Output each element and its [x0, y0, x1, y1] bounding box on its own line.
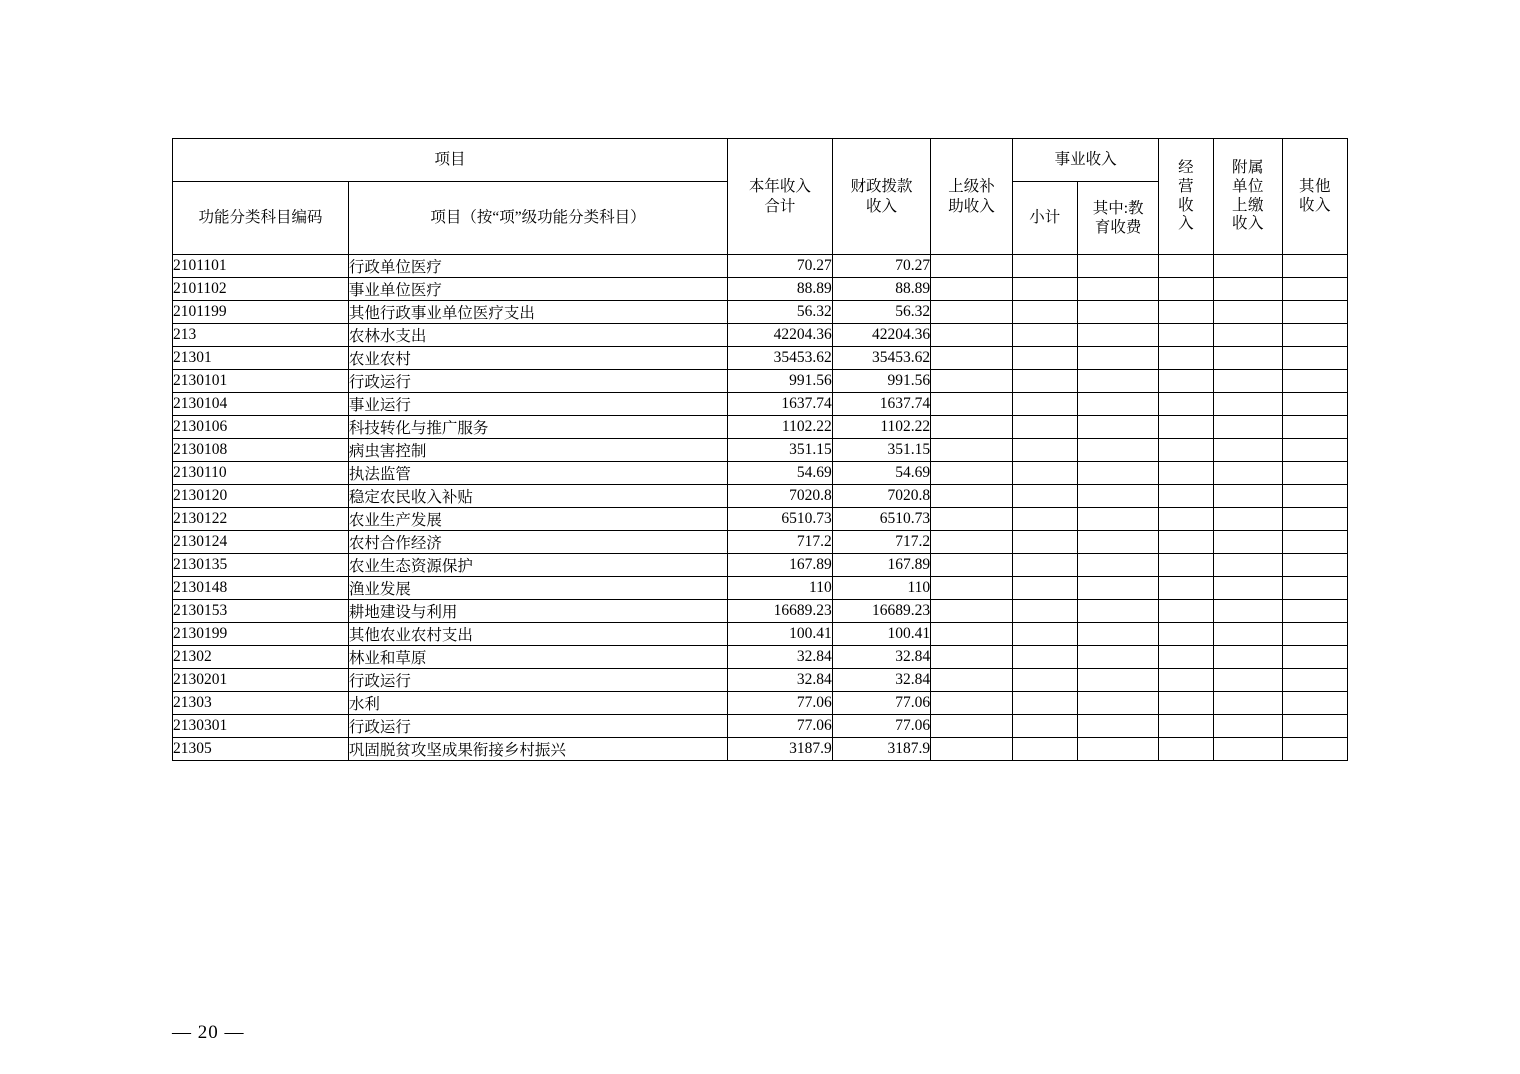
table-row — [173, 623, 1348, 646]
cell-superior-subsidy — [931, 347, 1013, 370]
cell-business-subtotal — [1012, 715, 1077, 738]
cell-education-fee — [1077, 416, 1159, 439]
cell-business-subtotal — [1012, 600, 1077, 623]
header-fiscal-line1: 财政拨款 — [850, 178, 913, 196]
header-education-line1: 其中:教 — [1092, 199, 1144, 217]
cell-total-income: 56.32 — [728, 301, 833, 324]
cell-operating-income — [1159, 531, 1213, 554]
cell-other-income — [1283, 600, 1348, 623]
cell-other-income — [1283, 416, 1348, 439]
header-fiscal-appropriation — [832, 139, 930, 255]
cell-business-subtotal — [1012, 577, 1077, 600]
cell-fiscal-appropriation: 100.41 — [832, 623, 930, 646]
cell-function-code: 2101101 — [173, 255, 349, 278]
cell-operating-income — [1159, 462, 1213, 485]
cell-function-code: 2130110 — [173, 462, 349, 485]
cell-total-income: 77.06 — [728, 715, 833, 738]
cell-function-code: 2130106 — [173, 416, 349, 439]
cell-total-income: 1102.22 — [728, 416, 833, 439]
header-operating-char-4: 入 — [1178, 215, 1195, 233]
header-operating-char-2: 营 — [1178, 177, 1195, 195]
cell-function-code: 2130301 — [173, 715, 349, 738]
cell-fiscal-appropriation: 77.06 — [832, 692, 930, 715]
table-row — [173, 577, 1348, 600]
cell-other-income — [1283, 508, 1348, 531]
cell-total-income: 32.84 — [728, 669, 833, 692]
cell-fiscal-appropriation: 16689.23 — [832, 600, 930, 623]
cell-item-name: 行政运行 — [348, 715, 727, 738]
cell-business-subtotal — [1012, 255, 1077, 278]
header-operating-char-3: 收 — [1178, 196, 1195, 214]
table-row — [173, 715, 1348, 738]
cell-item-name: 渔业发展 — [348, 577, 727, 600]
header-function-code: 功能分类科目编码 — [173, 182, 349, 255]
cell-operating-income — [1159, 669, 1213, 692]
cell-item-name: 其他农业农村支出 — [348, 623, 727, 646]
header-total-income-line1: 本年收入 — [748, 178, 811, 196]
cell-fiscal-appropriation: 1102.22 — [832, 416, 930, 439]
cell-business-subtotal — [1012, 416, 1077, 439]
cell-superior-subsidy — [931, 278, 1013, 301]
cell-operating-income — [1159, 508, 1213, 531]
cell-item-name: 行政单位医疗 — [348, 255, 727, 278]
cell-education-fee — [1077, 738, 1159, 761]
cell-item-name: 稳定农民收入补贴 — [348, 485, 727, 508]
cell-fiscal-appropriation: 1637.74 — [832, 393, 930, 416]
cell-function-code: 2101199 — [173, 301, 349, 324]
cell-affiliated-payment — [1213, 370, 1282, 393]
cell-education-fee — [1077, 301, 1159, 324]
cell-other-income — [1283, 439, 1348, 462]
cell-affiliated-payment — [1213, 623, 1282, 646]
cell-business-subtotal — [1012, 623, 1077, 646]
cell-fiscal-appropriation: 167.89 — [832, 554, 930, 577]
table-row — [173, 255, 1348, 278]
cell-operating-income — [1159, 347, 1213, 370]
cell-item-name: 事业单位医疗 — [348, 278, 727, 301]
header-item-name: 项目（按“项”级功能分类科目） — [348, 182, 727, 255]
cell-education-fee — [1077, 692, 1159, 715]
cell-function-code: 2130104 — [173, 393, 349, 416]
cell-business-subtotal — [1012, 324, 1077, 347]
cell-superior-subsidy — [931, 508, 1013, 531]
cell-item-name: 农村合作经济 — [348, 531, 727, 554]
cell-education-fee — [1077, 531, 1159, 554]
cell-item-name: 耕地建设与利用 — [348, 600, 727, 623]
cell-education-fee — [1077, 462, 1159, 485]
cell-business-subtotal — [1012, 462, 1077, 485]
cell-operating-income — [1159, 278, 1213, 301]
cell-education-fee — [1077, 347, 1159, 370]
cell-business-subtotal — [1012, 531, 1077, 554]
cell-operating-income — [1159, 255, 1213, 278]
cell-total-income: 70.27 — [728, 255, 833, 278]
cell-superior-subsidy — [931, 416, 1013, 439]
cell-function-code: 213 — [173, 324, 349, 347]
header-affiliated-line1: 附属 — [1231, 159, 1264, 177]
header-affiliated-line4: 收入 — [1231, 215, 1264, 233]
cell-superior-subsidy — [931, 531, 1013, 554]
cell-total-income: 35453.62 — [728, 347, 833, 370]
table-row — [173, 646, 1348, 669]
header-operating-income — [1159, 139, 1213, 255]
cell-business-subtotal — [1012, 301, 1077, 324]
cell-education-fee — [1077, 485, 1159, 508]
cell-education-fee — [1077, 669, 1159, 692]
cell-other-income — [1283, 669, 1348, 692]
budget-table — [172, 138, 1348, 761]
cell-education-fee — [1077, 278, 1159, 301]
cell-fiscal-appropriation: 54.69 — [832, 462, 930, 485]
cell-affiliated-payment — [1213, 301, 1282, 324]
cell-function-code: 2130153 — [173, 600, 349, 623]
cell-affiliated-payment — [1213, 439, 1282, 462]
cell-other-income — [1283, 715, 1348, 738]
table-row — [173, 738, 1348, 761]
cell-education-fee — [1077, 370, 1159, 393]
cell-superior-subsidy — [931, 255, 1013, 278]
cell-total-income: 110 — [728, 577, 833, 600]
cell-affiliated-payment — [1213, 600, 1282, 623]
cell-superior-subsidy — [931, 669, 1013, 692]
cell-total-income: 42204.36 — [728, 324, 833, 347]
header-education-line2: 育收费 — [1094, 219, 1142, 236]
cell-affiliated-payment — [1213, 324, 1282, 347]
cell-superior-subsidy — [931, 715, 1013, 738]
cell-item-name: 水利 — [348, 692, 727, 715]
cell-total-income: 16689.23 — [728, 600, 833, 623]
cell-superior-subsidy — [931, 554, 1013, 577]
cell-superior-subsidy — [931, 692, 1013, 715]
cell-affiliated-payment — [1213, 669, 1282, 692]
cell-total-income: 32.84 — [728, 646, 833, 669]
cell-business-subtotal — [1012, 278, 1077, 301]
cell-item-name: 行政运行 — [348, 370, 727, 393]
cell-other-income — [1283, 301, 1348, 324]
cell-fiscal-appropriation: 35453.62 — [832, 347, 930, 370]
table-row — [173, 600, 1348, 623]
cell-total-income: 3187.9 — [728, 738, 833, 761]
cell-function-code: 21303 — [173, 692, 349, 715]
header-other-line1: 其他 — [1299, 177, 1332, 195]
header-superior-line1: 上级补 — [948, 178, 995, 196]
table-header — [173, 139, 1348, 255]
cell-function-code: 2130101 — [173, 370, 349, 393]
cell-item-name: 农业农村 — [348, 347, 727, 370]
cell-education-fee — [1077, 554, 1159, 577]
cell-operating-income — [1159, 646, 1213, 669]
cell-business-subtotal — [1012, 485, 1077, 508]
cell-other-income — [1283, 393, 1348, 416]
cell-item-name: 农业生产发展 — [348, 508, 727, 531]
table-row — [173, 393, 1348, 416]
header-fiscal-line2: 收入 — [865, 197, 897, 215]
cell-operating-income — [1159, 324, 1213, 347]
cell-education-fee — [1077, 600, 1159, 623]
cell-function-code: 2130122 — [173, 508, 349, 531]
header-superior-line2: 助收入 — [948, 197, 995, 215]
cell-fiscal-appropriation: 110 — [832, 577, 930, 600]
cell-total-income: 6510.73 — [728, 508, 833, 531]
header-subtotal: 小计 — [1012, 182, 1077, 255]
cell-fiscal-appropriation: 991.56 — [832, 370, 930, 393]
cell-function-code: 2101102 — [173, 278, 349, 301]
cell-operating-income — [1159, 393, 1213, 416]
cell-fiscal-appropriation: 32.84 — [832, 669, 930, 692]
cell-education-fee — [1077, 577, 1159, 600]
cell-business-subtotal — [1012, 439, 1077, 462]
cell-function-code: 2130201 — [173, 669, 349, 692]
cell-affiliated-payment — [1213, 347, 1282, 370]
header-total-income-line2: 合计 — [764, 197, 796, 215]
cell-business-subtotal — [1012, 347, 1077, 370]
table-row — [173, 669, 1348, 692]
header-row-top — [173, 139, 1348, 182]
cell-business-subtotal — [1012, 669, 1077, 692]
cell-business-subtotal — [1012, 646, 1077, 669]
cell-other-income — [1283, 738, 1348, 761]
cell-function-code: 21305 — [173, 738, 349, 761]
cell-function-code: 21302 — [173, 646, 349, 669]
cell-business-subtotal — [1012, 370, 1077, 393]
cell-operating-income — [1159, 554, 1213, 577]
cell-affiliated-payment — [1213, 554, 1282, 577]
cell-function-code: 21301 — [173, 347, 349, 370]
cell-total-income: 88.89 — [728, 278, 833, 301]
cell-function-code: 2130148 — [173, 577, 349, 600]
cell-other-income — [1283, 485, 1348, 508]
cell-total-income: 54.69 — [728, 462, 833, 485]
table-row — [173, 508, 1348, 531]
cell-function-code: 2130120 — [173, 485, 349, 508]
cell-operating-income — [1159, 301, 1213, 324]
cell-other-income — [1283, 623, 1348, 646]
cell-fiscal-appropriation: 6510.73 — [832, 508, 930, 531]
cell-operating-income — [1159, 692, 1213, 715]
cell-operating-income — [1159, 439, 1213, 462]
cell-function-code: 2130124 — [173, 531, 349, 554]
cell-business-subtotal — [1012, 738, 1077, 761]
cell-affiliated-payment — [1213, 485, 1282, 508]
cell-function-code: 2130199 — [173, 623, 349, 646]
cell-other-income — [1283, 255, 1348, 278]
table-row — [173, 324, 1348, 347]
cell-operating-income — [1159, 370, 1213, 393]
cell-item-name: 农业生态资源保护 — [348, 554, 727, 577]
cell-item-name: 行政运行 — [348, 669, 727, 692]
cell-other-income — [1283, 370, 1348, 393]
cell-superior-subsidy — [931, 577, 1013, 600]
header-affiliated-line3: 上缴 — [1231, 196, 1264, 214]
table-row — [173, 347, 1348, 370]
header-project-group: 项目 — [173, 139, 728, 182]
cell-fiscal-appropriation: 88.89 — [832, 278, 930, 301]
cell-superior-subsidy — [931, 485, 1013, 508]
cell-item-name: 科技转化与推广服务 — [348, 416, 727, 439]
cell-item-name: 林业和草原 — [348, 646, 727, 669]
cell-operating-income — [1159, 416, 1213, 439]
header-total-income — [728, 139, 833, 255]
cell-item-name: 执法监管 — [348, 462, 727, 485]
cell-superior-subsidy — [931, 439, 1013, 462]
cell-affiliated-payment — [1213, 393, 1282, 416]
cell-superior-subsidy — [931, 301, 1013, 324]
cell-education-fee — [1077, 715, 1159, 738]
cell-item-name: 事业运行 — [348, 393, 727, 416]
cell-business-subtotal — [1012, 692, 1077, 715]
cell-other-income — [1283, 692, 1348, 715]
cell-fiscal-appropriation: 351.15 — [832, 439, 930, 462]
cell-fiscal-appropriation: 42204.36 — [832, 324, 930, 347]
cell-superior-subsidy — [931, 370, 1013, 393]
cell-function-code: 2130108 — [173, 439, 349, 462]
cell-affiliated-payment — [1213, 738, 1282, 761]
cell-total-income: 167.89 — [728, 554, 833, 577]
header-operating-char-1: 经 — [1178, 159, 1195, 177]
budget-table-container — [172, 138, 1348, 761]
cell-other-income — [1283, 324, 1348, 347]
cell-business-subtotal — [1012, 508, 1077, 531]
cell-other-income — [1283, 462, 1348, 485]
cell-superior-subsidy — [931, 393, 1013, 416]
table-row — [173, 416, 1348, 439]
cell-fiscal-appropriation: 70.27 — [832, 255, 930, 278]
cell-affiliated-payment — [1213, 531, 1282, 554]
cell-affiliated-payment — [1213, 692, 1282, 715]
cell-total-income: 100.41 — [728, 623, 833, 646]
page-number: — 20 — — [172, 1022, 245, 1043]
table-row — [173, 301, 1348, 324]
cell-education-fee — [1077, 508, 1159, 531]
cell-fiscal-appropriation: 32.84 — [832, 646, 930, 669]
table-row — [173, 278, 1348, 301]
table-row — [173, 462, 1348, 485]
header-affiliated-unit-payment — [1213, 139, 1282, 255]
cell-other-income — [1283, 554, 1348, 577]
cell-affiliated-payment — [1213, 646, 1282, 669]
cell-education-fee — [1077, 646, 1159, 669]
header-other-income — [1283, 139, 1348, 255]
cell-fiscal-appropriation: 56.32 — [832, 301, 930, 324]
cell-education-fee — [1077, 623, 1159, 646]
cell-total-income: 7020.8 — [728, 485, 833, 508]
cell-fiscal-appropriation: 7020.8 — [832, 485, 930, 508]
cell-education-fee — [1077, 324, 1159, 347]
cell-other-income — [1283, 347, 1348, 370]
cell-operating-income — [1159, 715, 1213, 738]
cell-superior-subsidy — [931, 324, 1013, 347]
cell-business-subtotal — [1012, 554, 1077, 577]
cell-total-income: 717.2 — [728, 531, 833, 554]
table-row — [173, 531, 1348, 554]
cell-operating-income — [1159, 485, 1213, 508]
header-superior-subsidy — [931, 139, 1013, 255]
cell-affiliated-payment — [1213, 278, 1282, 301]
cell-education-fee — [1077, 393, 1159, 416]
cell-superior-subsidy — [931, 623, 1013, 646]
header-affiliated-line2: 单位 — [1231, 177, 1264, 195]
table-row — [173, 485, 1348, 508]
cell-item-name: 巩固脱贫攻坚成果衔接乡村振兴 — [348, 738, 727, 761]
cell-fiscal-appropriation: 717.2 — [832, 531, 930, 554]
cell-operating-income — [1159, 600, 1213, 623]
table-row — [173, 439, 1348, 462]
cell-affiliated-payment — [1213, 715, 1282, 738]
cell-other-income — [1283, 577, 1348, 600]
cell-affiliated-payment — [1213, 577, 1282, 600]
cell-operating-income — [1159, 623, 1213, 646]
cell-item-name: 其他行政事业单位医疗支出 — [348, 301, 727, 324]
cell-affiliated-payment — [1213, 462, 1282, 485]
header-education-fee — [1077, 182, 1159, 255]
table-row — [173, 554, 1348, 577]
cell-affiliated-payment — [1213, 255, 1282, 278]
cell-superior-subsidy — [931, 600, 1013, 623]
table-body — [173, 255, 1348, 761]
cell-superior-subsidy — [931, 462, 1013, 485]
cell-affiliated-payment — [1213, 416, 1282, 439]
cell-fiscal-appropriation: 3187.9 — [832, 738, 930, 761]
cell-total-income: 1637.74 — [728, 393, 833, 416]
cell-affiliated-payment — [1213, 508, 1282, 531]
cell-other-income — [1283, 531, 1348, 554]
cell-other-income — [1283, 646, 1348, 669]
cell-item-name: 农林水支出 — [348, 324, 727, 347]
cell-superior-subsidy — [931, 646, 1013, 669]
header-business-income: 事业收入 — [1012, 139, 1159, 182]
cell-other-income — [1283, 278, 1348, 301]
table-row — [173, 692, 1348, 715]
table-row — [173, 370, 1348, 393]
cell-operating-income — [1159, 738, 1213, 761]
cell-education-fee — [1077, 439, 1159, 462]
cell-total-income: 77.06 — [728, 692, 833, 715]
cell-total-income: 991.56 — [728, 370, 833, 393]
cell-superior-subsidy — [931, 738, 1013, 761]
cell-function-code: 2130135 — [173, 554, 349, 577]
header-other-line2: 收入 — [1299, 196, 1332, 214]
cell-total-income: 351.15 — [728, 439, 833, 462]
cell-fiscal-appropriation: 77.06 — [832, 715, 930, 738]
cell-business-subtotal — [1012, 393, 1077, 416]
cell-operating-income — [1159, 577, 1213, 600]
cell-education-fee — [1077, 255, 1159, 278]
cell-item-name: 病虫害控制 — [348, 439, 727, 462]
